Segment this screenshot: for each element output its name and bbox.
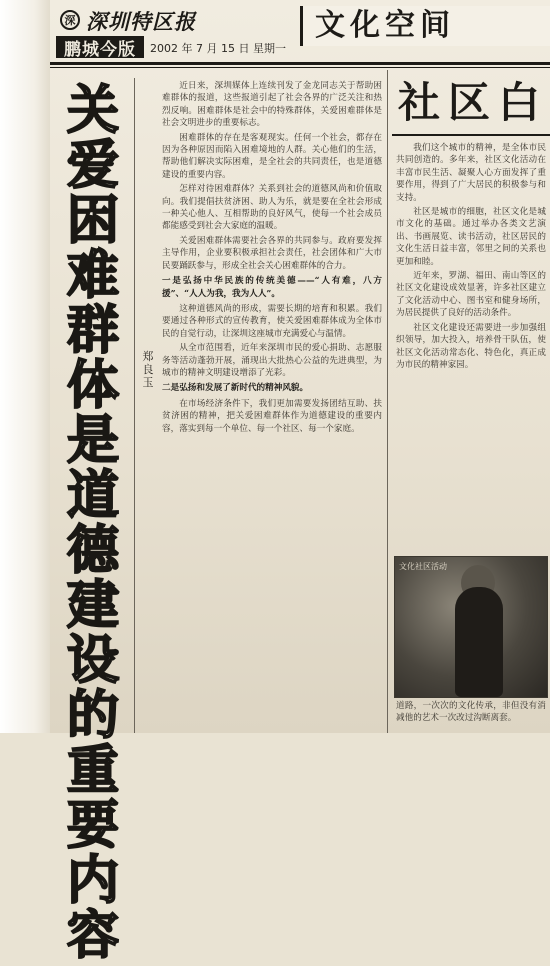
article-paragraph: 困难群体的存在是客观现实。任何一个社会，都存在因为各种原因而陷入困难境地的人群。关心他们的生活，帮助他们解决实际困难，是全社会的共同责任，也是道德建设的重要内容。 [162,132,382,180]
headline-char: 群 [66,301,119,361]
article-paragraph: 关爱困难群体需要社会各界的共同参与。政府要发挥主导作用，企业要积极承担社会责任，社会团体和广大市民要踊跃参与，形成全社会关心困难群体的合力。 [162,235,382,271]
column-divider [387,70,388,733]
sidebar-paragraph: 社区是城市的细胞，社区文化是城市文化的基础。通过举办各类文艺演出、书画展览、读书活动，社区居民的文化生活日益丰富，邻里之间的关系也更加和睦。 [396,207,546,267]
article-paragraph: 从全市范围看，近年来深圳市民的爱心捐助、志愿服务等活动蓬勃开展，涌现出大批热心公益的先进典型，为城市的精神文明建设增添了光彩。 [162,343,382,378]
article-paragraph: 在市场经济条件下，我们更加需要发扬团结互助、扶贫济困的精神，把关爱困难群体作为道德建设的重要内容，落实到每一个单位、每一个社区、每一个家庭。 [162,398,382,434]
headline-char: 难 [66,246,119,306]
article-subheading: 一是弘扬中华民族的传统美德——“人有难，八方援”、“人人为我，我为人人”。 [162,276,382,299]
issue-date: 2002 年 7 月 15 日 星期一 [150,42,286,55]
photo-caption: 道路，一次次的文化传承，非但没有消减他的艺术一次改过沟断离套。 [396,701,546,724]
article-headline [60,81,126,966]
headline-char: 内 [66,851,119,911]
sidebar-body [396,142,546,547]
sidebar-rule [392,134,550,136]
headline-char: 要 [66,796,119,856]
headline-char: 重 [66,741,119,801]
article-paragraph: 近日来，深圳媒体上连续刊发了金龙同志关于帮助困难群体的报道，这些报道引起了社会各界的广泛关注和热烈反响。困难群体是社会中的特殊群体，关爱困难群体是社会文明进步的重要标志。 [162,81,382,129]
masthead-rule-thick [50,62,550,65]
headline-column [52,78,135,966]
masthead [0,0,550,66]
page-edge [0,0,50,733]
headline-char: 容 [66,906,119,966]
article-body [162,80,382,730]
photo-label: 文化社区活动 [399,562,447,571]
headline-char: 关 [66,81,119,141]
headline-char: 的 [66,686,119,746]
headline-char: 体 [66,356,119,416]
headline-char: 德 [66,521,119,581]
article-paragraph: 这种道德风尚的形成，需要长期的培育和积累。我们要通过各种形式的宣传教育，使关爱困难群体成为全体市民的自觉行动，让深圳这座城市充满爱心与温情。 [162,303,382,339]
page-section-title: 文化空间 [300,6,550,46]
article-subheading: 二是弘扬和发展了新时代的精神风貌。 [162,383,309,394]
masthead-rule-thin [50,67,550,68]
headline-char: 是 [66,411,119,471]
newspaper-logo-mark: 深 [60,10,80,30]
headline-char: 设 [66,631,119,691]
headline-char: 建 [66,576,119,636]
headline-char: 道 [66,466,119,526]
sidebar-paragraph: 近年来，罗湖、福田、南山等区的社区文化建设成效显著，许多社区建立了文化活动中心、图书室和健身场所，为居民提供了良好的活动条件。 [396,271,546,319]
sidebar-title: 社区白 [398,78,549,127]
section-name: 鹏城今版 [56,36,144,58]
photo-figure-body [455,587,503,697]
sidebar-photo [394,556,548,698]
sidebar-paragraph: 我们这个城市的精神，是全体市民共同创造的。多年来，社区文化活动在丰富市民生活、凝聚人心方面发挥了重要作用，得到了广大居民的积极参与和支持。 [396,143,546,203]
newspaper-name: 深圳特区报 [86,9,196,34]
article-paragraph: 怎样对待困难群体？关系到社会的道德风尚和价值取向。我们提倡扶贫济困、助人为乐，就是要在全社会形成一种关心他人、互相帮助的良好风气，使每一个社会成员都能感受到社会大家庭的温暖。 [162,184,382,232]
sidebar-paragraph: 社区文化建设还需要进一步加强组织领导，加大投入，培养骨干队伍，使社区文化活动常态化、特色化，真正成为市民的精神家园。 [396,322,546,370]
headline-char: 爱 [66,136,119,196]
article-byline: 郑良玉 [142,350,154,389]
headline-char: 困 [66,191,119,251]
